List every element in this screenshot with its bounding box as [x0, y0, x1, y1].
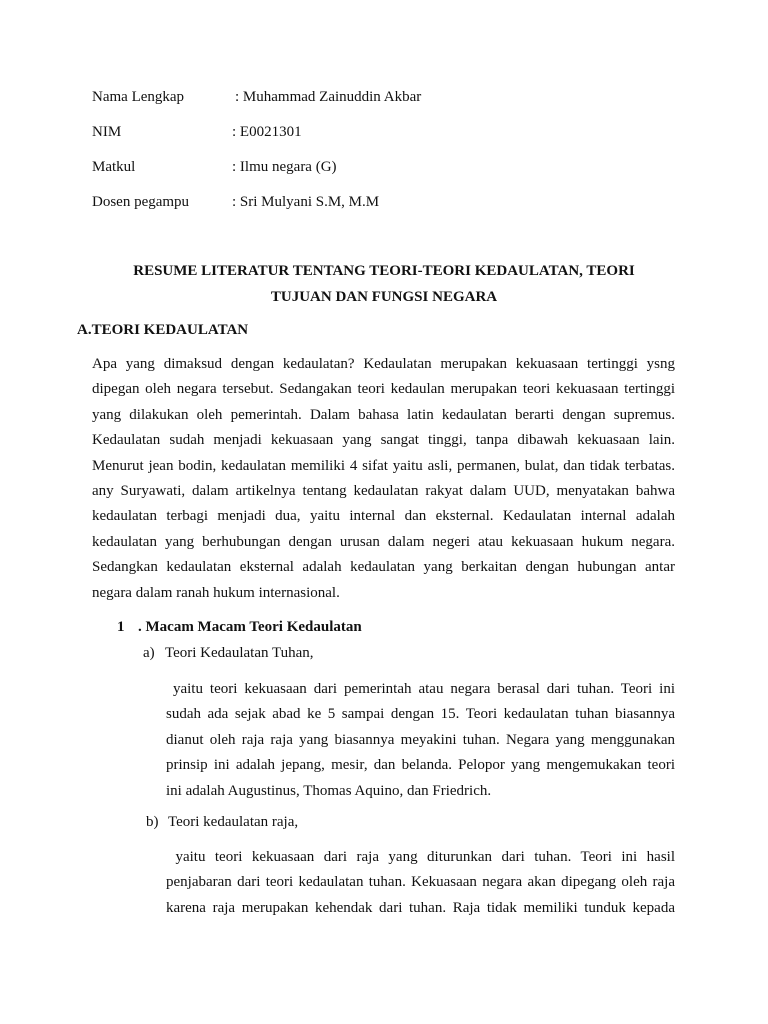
- paragraph-line: prinsip ini adalah jepang, mesir, dan belanda. Pelopor yang mengemukakan teori: [166, 757, 675, 774]
- paragraph-line: yaitu teori kekuasaan dari raja yang diturunkan dari tuhan. Teori ini hasil: [166, 849, 675, 865]
- paragraph-line: Kedaulatan sudah menjadi kekuasaan yang sangat tinggi, tanpa dibawah kekuasaan lain.: [92, 432, 675, 449]
- identity-label: Dosen pegampu: [92, 194, 190, 210]
- identity-label: Nama Lengkap: [92, 89, 185, 105]
- identity-value: : Muhammad Zainuddin Akbar: [235, 89, 422, 105]
- list-item-title: [143, 645, 314, 662]
- section-heading: A.TEORI KEDAULATAN: [77, 322, 249, 338]
- section-a-paragraph: [92, 352, 675, 606]
- identity-label: NIM: [92, 124, 122, 140]
- paragraph-line: kedaulatan terbagi menjadi dua, yaitu internal dan eksternal. Kedaulatan internal adalah: [92, 508, 675, 525]
- list-item-label: Teori Kedaulatan Tuhan,: [165, 645, 314, 661]
- identity-value: : Ilmu negara (G): [232, 159, 337, 175]
- paragraph-line: ini adalah Augustinus, Thomas Aquino, dan Friedrich.: [166, 782, 492, 799]
- document-title-line-1: RESUME LITERATUR TENTANG TEORI-TEORI KEDAULATAN, TEORI: [133, 263, 635, 279]
- paragraph-line: karena raja merupakan kehendak dari tuhan. Raja tidak memiliki tunduk kepada: [166, 899, 675, 916]
- subsection-number: 1: [117, 619, 125, 635]
- paragraph-line: any Suryawati, dalam artikelnya tentang kedaulatan rakyat dalam UUD, menyatakan bahwa: [92, 482, 675, 499]
- paragraph-line: Sedangkan kedaulatan eksternal adalah kedaulatan yang berkaitan dengan hubungan antar: [92, 559, 675, 576]
- paragraph-line: yaitu teori kekuasaan dari pemerintah atau negara berasal dari tuhan. Teori ini: [166, 681, 675, 697]
- paragraph-line: Apa yang dimaksud dengan kedaulatan? Kedaulatan merupakan kekuasaan tertinggi ysng: [92, 356, 675, 372]
- list-item-label: Teori kedaulatan raja,: [168, 814, 299, 830]
- list-marker: b): [146, 814, 159, 830]
- paragraph-line: sudah ada sejak abad ke 5 sampai dengan 15. Teori kedaulatan tuhan biasannya: [166, 706, 675, 723]
- identity-label: Matkul: [92, 159, 136, 175]
- identity-value: : E0021301: [232, 124, 302, 140]
- list-marker: a): [143, 645, 155, 661]
- list-item-title: [146, 814, 298, 831]
- paragraph-line: dipegan oleh negara tersebut. Sedangakan teori kedaulan merupakan teori kekuasaan tertinggi: [92, 381, 675, 398]
- paragraph-line: kedaulatan yang berhubungan dengan urusan dalam negeri atau kekuasaan hukum negara.: [92, 533, 675, 550]
- paragraph-line: dianut oleh raja raja yang biasannya meyakini tuhan. Negara yang menggunakan: [166, 731, 675, 748]
- paragraph-line: Menurut jean bodin, kedaulatan memiliki 4 sifat yaitu asli, permanen, bulat, dan tidak terbatas.: [92, 457, 675, 474]
- list-item-paragraph: [166, 677, 675, 804]
- document-title-line-2: TUJUAN DAN FUNGSI NEGARA: [270, 289, 498, 305]
- paragraph-line: yang dilakukan oleh pemerintah. Dalam bahasa latin kedaulatan berarti dengan supremus.: [92, 406, 675, 423]
- paragraph-line: negara dalam ranah hukum internasional.: [92, 584, 340, 601]
- list-item-paragraph: [166, 845, 675, 921]
- identity-value: : Sri Mulyani S.M, M.M: [232, 194, 380, 210]
- paragraph-line: penjabaran dari teori kedaulatan tuhan. Kekuasaan negara akan dipegang oleh raja: [166, 874, 675, 891]
- subsection-title: . Macam Macam Teori Kedaulatan: [138, 619, 362, 635]
